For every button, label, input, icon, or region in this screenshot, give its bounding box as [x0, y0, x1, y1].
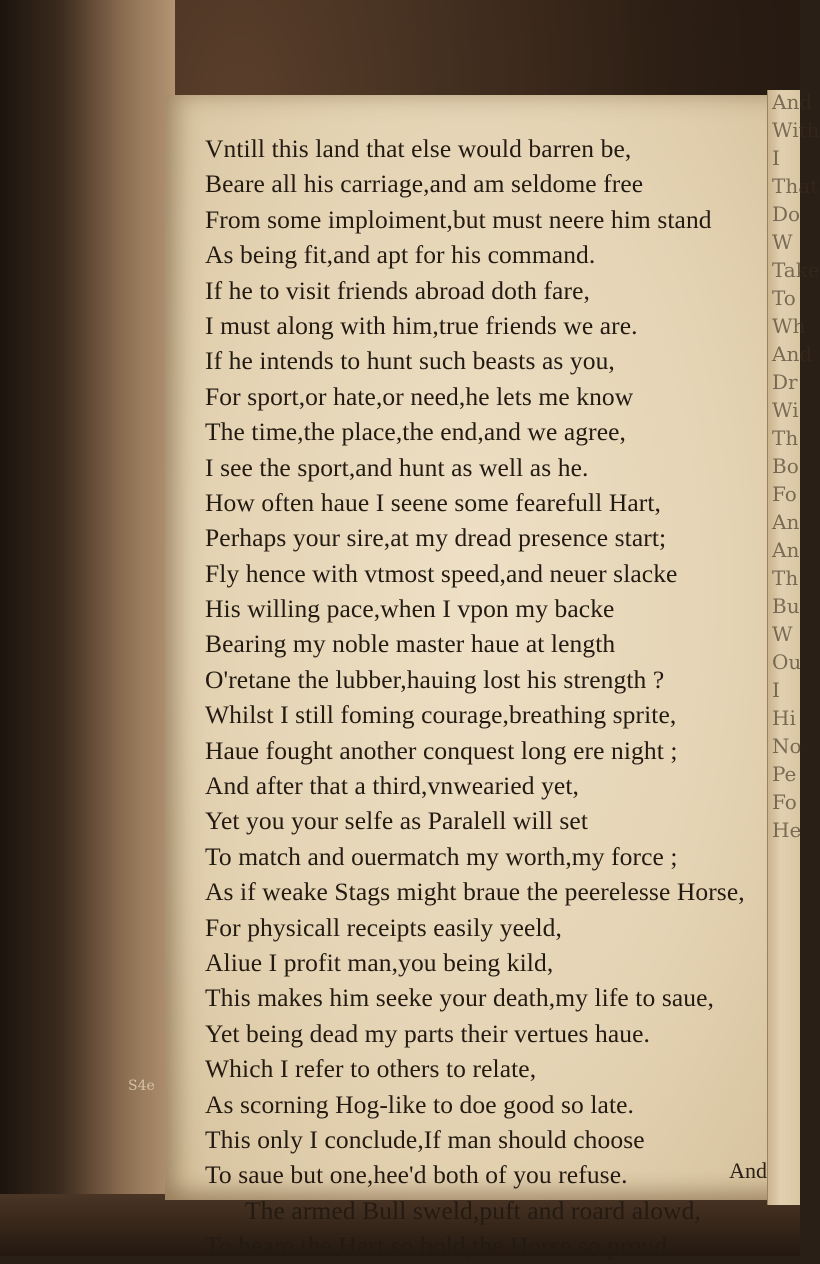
- next-page-fragment: W: [772, 230, 793, 254]
- verse-line: As scorning Hog-like to doe good so late.: [205, 1089, 635, 1119]
- verse-line: Whilst I still foming courage,breathing sprite,: [205, 700, 677, 730]
- verse-line: Perhaps your sire,at my dread presence start;: [205, 523, 667, 553]
- verse-line: The armed Bull sweld,puft and roard alowd,: [245, 1195, 701, 1225]
- catchword: And: [729, 1158, 767, 1183]
- next-page-fragment: Bu: [772, 594, 800, 618]
- next-page-fragment: I: [772, 146, 780, 170]
- verse-line: If he intends to hunt such beasts as you,: [205, 346, 615, 376]
- next-page-fragment: Wh: [772, 314, 806, 338]
- next-page-fragment: Wi: [772, 398, 799, 422]
- next-page-fragment: Th: [772, 566, 799, 590]
- next-page-fragment: Bo: [772, 454, 799, 478]
- next-page-fragment: Do: [772, 202, 801, 226]
- next-page-fragment: He: [772, 818, 802, 842]
- verse-line: To match and ouermatch my worth,my force ;: [205, 841, 678, 871]
- verse-line: O'retane the lubber,hauing lost his strength ?: [205, 664, 665, 694]
- next-page-fragment: And: [772, 90, 813, 114]
- verse-line: As being fit,and apt for his command.: [205, 240, 596, 270]
- verse-line: I see the sport,and hunt as well as he.: [205, 452, 589, 482]
- next-page-fragment: An: [772, 538, 800, 562]
- verse-line: To heare the Hart so bold,the Horse so proud.: [205, 1231, 674, 1261]
- next-page-fragment: Fo: [772, 482, 797, 506]
- verse-line: If he to visit friends abroad doth fare,: [205, 275, 590, 305]
- next-page-fragment: To: [772, 286, 796, 310]
- book-binding: [0, 0, 175, 1256]
- verse-line: Fly hence with vtmost speed,and neuer slacke: [205, 558, 678, 588]
- verse-line: For sport,or hate,or need,he lets me know: [205, 381, 634, 411]
- next-page-fragment: With: [772, 118, 820, 142]
- verse-line: Yet being dead my parts their vertues haue.: [205, 1018, 651, 1048]
- verse-line: The time,the place,the end,and we agree,: [205, 417, 627, 447]
- verse-line: Haue fought another conquest long ere night ;: [205, 735, 678, 765]
- verse-line: This only I conclude,If man should choose: [205, 1124, 645, 1154]
- verse-line: Which I refer to others to relate,: [205, 1054, 537, 1084]
- verse-line: Yet you your selfe as Paralell will set: [205, 806, 589, 836]
- verse-line: From some imploiment,but must neere him stand: [205, 204, 712, 234]
- verse-line: And after that a third,vnwearied yet,: [205, 771, 580, 801]
- verse-line: As if weake Stags might braue the peerelesse Horse,: [205, 877, 745, 907]
- verse-line: Vntill this land that else would barren be,: [205, 134, 632, 163]
- next-page-fragment: An: [772, 510, 800, 534]
- verse-line: Bearing my noble master haue at length: [205, 629, 616, 659]
- book-page: [165, 95, 785, 1261]
- next-page-fragment: Ou: [772, 650, 802, 674]
- next-page-fragment: Pe: [772, 762, 797, 786]
- next-page-fragment: Take: [772, 258, 820, 282]
- next-page-fragment: Dr: [772, 370, 798, 394]
- verse-line: To saue but one,hee'd both of you refuse.: [205, 1160, 628, 1190]
- verse-text: [205, 131, 775, 1264]
- next-page-fragment: I: [772, 678, 780, 702]
- next-page-edge: [767, 90, 820, 1205]
- next-page-fragment: Fo: [772, 790, 797, 814]
- verse-line: His willing pace,when I vpon my backe: [205, 594, 615, 624]
- next-page-fragment: That: [772, 174, 819, 198]
- next-page-fragment: Th: [772, 426, 799, 450]
- next-page-fragment: And: [772, 342, 813, 366]
- verse-line: This makes him seeke your death,my life to saue,: [205, 983, 714, 1013]
- verse-line: I must along with him,true friends we are.: [205, 310, 638, 340]
- next-page-fragment: W: [772, 622, 793, 646]
- verse-line: For physicall receipts easily yeeld,: [205, 912, 562, 942]
- next-page-fragment: Hi: [772, 706, 796, 730]
- verse-line: Beare all his carriage,and am seldome free: [205, 169, 644, 199]
- verse-line: Aliue I profit man,you being kild,: [205, 947, 554, 977]
- verse-line: How often haue I seene some fearefull Hart,: [205, 487, 662, 517]
- next-page-fragment: No: [772, 734, 802, 758]
- margin-note: S4e: [128, 1078, 155, 1094]
